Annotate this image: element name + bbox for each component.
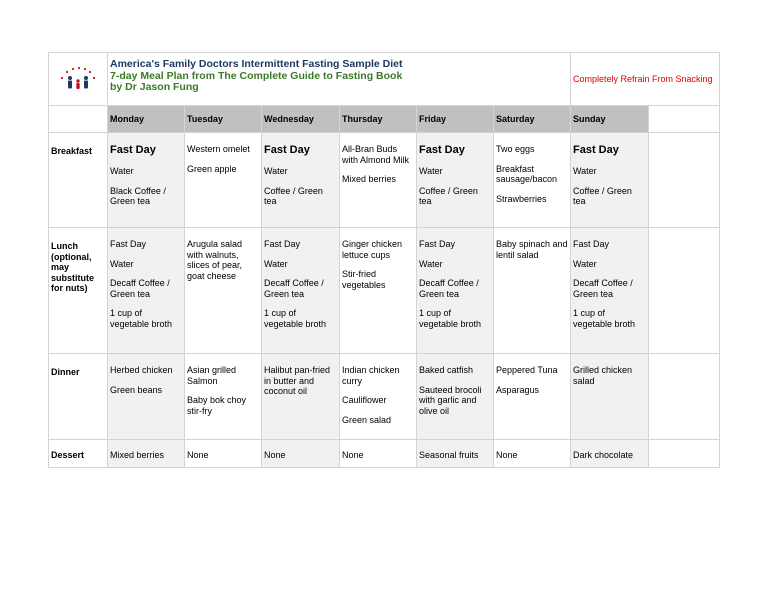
meal-item: Fast Day [110, 239, 147, 249]
meal-item: Strawberries [496, 193, 547, 204]
day-header-wednesday: Wednesday [262, 106, 340, 133]
cell-lunch-sunday [571, 228, 649, 354]
meal-item: All-Bran Buds with Almond Milk [342, 144, 410, 165]
meal-item: 1 cup of vegetable broth [110, 308, 173, 329]
day-header-friday: Friday [417, 106, 494, 133]
cell-dessert-tuesday [185, 440, 262, 468]
day-header-thursday: Thursday [340, 106, 417, 133]
meal-item: Fast Day [110, 144, 156, 156]
cell-dessert-thursday [340, 440, 417, 468]
cell-breakfast-tuesday [185, 133, 262, 228]
cell-lunch-monday [108, 228, 185, 354]
cell-dessert-friday [417, 440, 494, 468]
meal-item: Two eggs [496, 144, 535, 154]
meal-item: Ginger chicken lettuce cups [342, 239, 403, 260]
meal-item: Herbed chicken [110, 365, 173, 375]
meal-item: Water [573, 166, 597, 176]
meal-item: Cauliflower [342, 395, 387, 405]
meal-item: None [264, 449, 286, 460]
meal-item: Stir-fried vegetables [342, 269, 386, 290]
meal-item: Sauteed brocoli with garlic and olive oil [419, 384, 482, 416]
meal-item: Fast Day [264, 144, 310, 156]
meal-item: Peppered Tuna [496, 365, 558, 375]
day-header-monday: Monday [108, 106, 185, 133]
cell-dinner-thursday [340, 354, 417, 440]
meal-item: Indian chicken curry [342, 365, 400, 386]
cell-lunch-thursday [340, 228, 417, 354]
cell-dessert-wednesday [262, 440, 340, 468]
meal-item: Fast Day [419, 239, 456, 249]
dessert-row [49, 440, 720, 468]
cell-dinner-saturday [494, 354, 571, 440]
empty-cell [649, 440, 720, 468]
meal-item: Green salad [342, 414, 392, 425]
meal-item: Decaff Coffee / Green tea [419, 278, 479, 299]
meal-item: Water [419, 258, 443, 269]
header-empty [649, 106, 720, 133]
row-label-breakfast: Breakfast [49, 133, 108, 228]
day-header-row [49, 106, 720, 133]
title-row [49, 53, 720, 106]
empty-cell [649, 133, 720, 228]
meal-item: Dark chocolate [573, 449, 634, 460]
breakfast-row [49, 133, 720, 228]
page-author: by Dr Jason Fung [110, 81, 199, 93]
header-corner [49, 106, 108, 133]
meal-item: Water [110, 258, 134, 269]
cell-lunch-saturday [494, 228, 571, 354]
meal-item: Baby bok choy stir-fry [187, 395, 247, 416]
meal-item: Green apple [187, 163, 237, 174]
meal-item: Western omelet [187, 144, 250, 154]
day-header-tuesday: Tuesday [185, 106, 262, 133]
cell-dinner-friday [417, 354, 494, 440]
page-subtitle: 7-day Meal Plan from The Complete Guide to Fasting Book [110, 69, 403, 82]
cell-breakfast-wednesday [262, 133, 340, 228]
cell-breakfast-sunday [571, 133, 649, 228]
cell-dinner-wednesday [262, 354, 340, 440]
meal-item: Grilled chicken salad [573, 365, 633, 386]
meal-item: Mixed berries [342, 174, 397, 184]
meal-item: Decaff Coffee / Green tea [110, 278, 170, 299]
title-cell [108, 53, 571, 106]
meal-item: Halibut pan-fried in butter and coconut oil [264, 365, 331, 396]
cell-lunch-tuesday [185, 228, 262, 354]
meal-item: Water [419, 166, 443, 176]
cell-dessert-monday [108, 440, 185, 468]
meal-item: 1 cup of vegetable broth [419, 308, 482, 329]
snacking-note: Completely Refrain From Snacking [571, 53, 720, 106]
meal-plan-table [48, 52, 720, 468]
meal-item: None [496, 449, 518, 460]
meal-item: Green beans [110, 384, 163, 395]
meal-item: Water [573, 258, 597, 269]
meal-item: Mixed berries [110, 449, 165, 460]
cell-dinner-tuesday [185, 354, 262, 440]
meal-item: Water [110, 166, 134, 176]
meal-item: Fast Day [573, 144, 619, 156]
row-label-dinner: Dinner [49, 354, 108, 440]
meal-item: Fast Day [264, 239, 301, 249]
cell-breakfast-saturday [494, 133, 571, 228]
meal-item: Baby spinach and lentil salad [496, 239, 568, 260]
cell-lunch-wednesday [262, 228, 340, 354]
meal-item: Fast Day [419, 144, 465, 156]
meal-item: Black Coffee / Green tea [110, 185, 166, 206]
cell-dinner-monday [108, 354, 185, 440]
empty-cell [649, 354, 720, 440]
meal-item: None [342, 449, 364, 460]
meal-item: 1 cup of vegetable broth [264, 308, 327, 329]
family-logo-icon [57, 64, 99, 94]
empty-cell [649, 228, 720, 354]
meal-item: Coffee / Green tea [264, 185, 323, 206]
row-label-lunch: Lunch (optional, may substitute for nuts) [49, 228, 108, 354]
dinner-row [49, 354, 720, 440]
lunch-row [49, 228, 720, 354]
cell-breakfast-friday [417, 133, 494, 228]
meal-item: Arugula salad with walnuts, slices of pear, goat cheese [187, 239, 243, 281]
meal-item: 1 cup of vegetable broth [573, 308, 636, 329]
logo-cell [49, 53, 108, 106]
meal-item: Seasonal fruits [419, 449, 479, 460]
meal-item: Water [264, 166, 288, 176]
cell-dinner-sunday [571, 354, 649, 440]
day-header-saturday: Saturday [494, 106, 571, 133]
meal-item: Decaff Coffee / Green tea [573, 278, 633, 299]
meal-item: Asian grilled Salmon [187, 365, 237, 386]
cell-breakfast-thursday [340, 133, 417, 228]
cell-lunch-friday [417, 228, 494, 354]
page-title: America's Family Doctors Intermittent Fasting Sample Diet [110, 58, 403, 70]
meal-item: Water [264, 258, 288, 269]
meal-item: None [187, 449, 209, 460]
cell-breakfast-monday [108, 133, 185, 228]
cell-dessert-sunday [571, 440, 649, 468]
meal-item: Fast Day [573, 239, 610, 249]
meal-item: Coffee / Green tea [419, 185, 478, 206]
meal-item: Coffee / Green tea [573, 185, 632, 206]
meal-item: Asparagus [496, 384, 540, 395]
cell-dessert-saturday [494, 440, 571, 468]
row-label-dessert: Dessert [49, 440, 108, 468]
meal-item: Baked catfish [419, 365, 474, 375]
meal-item: Breakfast sausage/bacon [496, 163, 558, 184]
meal-item: Decaff Coffee / Green tea [264, 278, 324, 299]
day-header-sunday: Sunday [571, 106, 649, 133]
